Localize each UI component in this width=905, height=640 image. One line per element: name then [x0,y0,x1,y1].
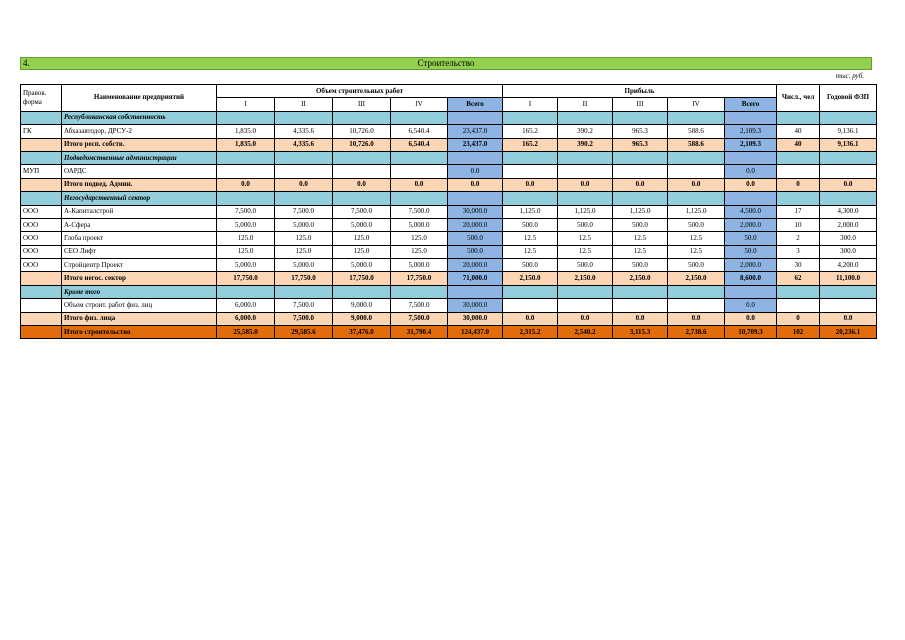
section-blank [503,111,558,124]
section-blank [448,111,503,124]
profit-cell: 12.5 [558,245,613,258]
section-blank [503,285,558,298]
section-blank [217,151,275,164]
profit-cell: 2,150.0 [558,272,613,285]
legal-form-cell: ООО [21,218,62,231]
section-row [21,285,877,298]
profit-cell: 2,738.6 [668,326,725,339]
company-name-cell: А-Капиталстрой [62,205,217,218]
profit-total-cell: 50.0 [725,245,777,258]
profit-cell: 965.3 [613,138,668,151]
section-row [21,111,877,124]
volume-cell: 125.0 [333,232,391,245]
section-row [21,192,877,205]
volume-cell: 5,000.0 [391,259,448,272]
table-row [21,165,877,178]
volume-cell: 10,726.0 [333,125,391,138]
volume-cell: 125.0 [275,232,333,245]
company-name-cell: Итого строительство [62,326,217,339]
section-name: Подведомственные администрации [62,151,217,164]
section-blank [668,151,725,164]
section-blank [777,285,820,298]
section-blank [613,192,668,205]
volume-cell: 10,726.0 [333,138,391,151]
section-blank [275,192,333,205]
volume-cell: 7,500.0 [275,205,333,218]
legal-form-cell: ООО [21,245,62,258]
section-blank [613,285,668,298]
headcount-cell: 30 [777,259,820,272]
section-name: Кроме того [62,285,217,298]
section-blank [503,192,558,205]
headcount-cell: 40 [777,125,820,138]
profit-cell [558,165,613,178]
volume-cell: 1,835.0 [217,138,275,151]
payroll-cell: 9,136.1 [820,125,877,138]
section-blank [275,151,333,164]
profit-cell: 12.5 [668,245,725,258]
volume-total-cell: 500.0 [448,232,503,245]
headcount-cell: 17 [777,205,820,218]
profit-total-cell: 2,109.3 [725,138,777,151]
table-row [21,218,877,231]
col-company: Наименование предприятий [62,85,217,112]
payroll-cell [820,299,877,312]
section-blank [275,285,333,298]
volume-cell: 7,500.0 [275,312,333,325]
volume-cell: 31,790.4 [391,326,448,339]
payroll-cell: 4,200.0 [820,259,877,272]
profit-total-cell: 2,000.0 [725,218,777,231]
profit-cell: 0.0 [503,312,558,325]
profit-quarter-header: III [613,98,668,111]
volume-cell: 7,500.0 [333,205,391,218]
profit-quarter-header: IV [668,98,725,111]
payroll-cell: 300.0 [820,245,877,258]
section-row [21,151,877,164]
section-blank [333,111,391,124]
profit-cell: 500.0 [503,218,558,231]
section-blank [725,285,777,298]
profit-cell: 500.0 [668,218,725,231]
volume-cell: 6,540.4 [391,125,448,138]
legal-form-cell [21,138,62,151]
volume-cell: 7,500.0 [275,299,333,312]
volume-total-cell: 0.0 [448,165,503,178]
section-blank [391,192,448,205]
profit-cell: 500.0 [558,259,613,272]
profit-cell: 2,540.2 [558,326,613,339]
volume-cell: 5,000.0 [217,218,275,231]
volume-cell [275,165,333,178]
section-title: Строительство [417,58,475,68]
profit-cell: 0.0 [558,312,613,325]
profit-cell: 2,150.0 [668,272,725,285]
section-blank [668,192,725,205]
profit-cell: 500.0 [503,259,558,272]
volume-cell: 7,500.0 [391,205,448,218]
table-row [21,232,877,245]
profit-cell: 12.5 [503,245,558,258]
payroll-cell: 0.0 [820,178,877,191]
volume-total-cell: 71,000.0 [448,272,503,285]
volume-cell: 4,335.6 [275,138,333,151]
profit-cell: 2,150.0 [503,272,558,285]
section-blank [448,192,503,205]
profit-total-cell: 0.0 [725,165,777,178]
profit-total-cell: 0.0 [725,299,777,312]
profit-quarter-header: Всего [725,98,777,111]
grand-total-row [21,326,877,339]
section-blank [391,111,448,124]
profit-quarter-header: II [558,98,613,111]
table-row [21,299,877,312]
profit-cell: 500.0 [558,218,613,231]
col-payroll: Годовой ФЗП [820,85,877,112]
legal-form-cell [21,299,62,312]
section-blank [217,192,275,205]
section-blank [725,111,777,124]
company-name-cell: Объем строит. работ физ. лиц [62,299,217,312]
volume-cell: 29,585.6 [275,326,333,339]
section-blank [777,111,820,124]
volume-cell: 125.0 [333,245,391,258]
profit-cell: 390.2 [558,125,613,138]
section-blank [558,192,613,205]
volume-cell: 5,000.0 [275,218,333,231]
profit-cell [668,299,725,312]
volume-cell: 125.0 [217,232,275,245]
volume-cell: 5,000.0 [333,259,391,272]
section-blank [21,151,62,164]
units-label: тыс. руб. [835,72,864,80]
volume-total-cell: 30,000.0 [448,299,503,312]
volume-cell: 5,000.0 [275,259,333,272]
volume-total-cell: 20,000.0 [448,259,503,272]
volume-cell: 7,500.0 [391,299,448,312]
section-blank [217,285,275,298]
profit-cell: 12.5 [503,232,558,245]
volume-cell: 125.0 [391,232,448,245]
legal-form-cell [21,178,62,191]
profit-cell: 0.0 [668,312,725,325]
volume-cell: 6,000.0 [217,312,275,325]
section-blank [777,151,820,164]
company-name-cell: СЕО Лифт [62,245,217,258]
vol-quarter-header: I [217,98,275,111]
table-row [21,205,877,218]
section-blank [613,151,668,164]
subtotal-row [21,178,877,191]
profit-cell: 0.0 [558,178,613,191]
volume-cell: 17,750.0 [391,272,448,285]
profit-cell: 12.5 [558,232,613,245]
company-name-cell: Итого негос. сектор [62,272,217,285]
profit-cell: 165.2 [503,138,558,151]
volume-total-cell: 124,437.0 [448,326,503,339]
volume-total-cell: 0.0 [448,178,503,191]
profit-total-cell: 0.0 [725,312,777,325]
profit-cell [613,165,668,178]
volume-cell: 9,000.0 [333,299,391,312]
volume-cell: 37,476.0 [333,326,391,339]
section-blank [820,111,877,124]
table-row [21,245,877,258]
section-blank [777,192,820,205]
section-blank [558,285,613,298]
section-blank [725,192,777,205]
profit-cell: 0.0 [668,178,725,191]
headcount-cell [777,165,820,178]
profit-cell [613,299,668,312]
subtotal-row [21,312,877,325]
company-name-cell: Итого физ. лица [62,312,217,325]
section-name: Республиканская собственность [62,111,217,124]
profit-cell: 500.0 [613,259,668,272]
section-blank [503,151,558,164]
profit-cell: 588.6 [668,125,725,138]
section-number: 4. [23,58,30,68]
section-blank [820,192,877,205]
section-blank [217,111,275,124]
section-blank [725,151,777,164]
section-blank [21,285,62,298]
section-title-bar [20,57,872,70]
payroll-cell [820,165,877,178]
legal-form-cell [21,326,62,339]
volume-cell [391,165,448,178]
section-blank [668,111,725,124]
profit-cell: 12.5 [668,232,725,245]
volume-total-cell: 23,437.0 [448,138,503,151]
section-blank [391,151,448,164]
volume-cell: 5,000.0 [333,218,391,231]
volume-cell: 7,500.0 [217,205,275,218]
profit-total-cell: 2,109.3 [725,125,777,138]
vol-quarter-header: Всего [448,98,503,111]
volume-cell: 125.0 [217,245,275,258]
volume-cell: 0.0 [333,178,391,191]
col-headcount: Числ., чел [777,85,820,112]
vol-quarter-header: III [333,98,391,111]
section-blank [21,111,62,124]
legal-form-cell [21,312,62,325]
profit-cell [668,165,725,178]
profit-cell: 500.0 [668,259,725,272]
profit-total-cell: 50.0 [725,232,777,245]
payroll-cell: 4,300.0 [820,205,877,218]
section-blank [613,111,668,124]
volume-cell: 125.0 [275,245,333,258]
volume-cell: 0.0 [217,178,275,191]
payroll-cell: 9,136.1 [820,138,877,151]
company-name-cell: Абхазавтодор, ДРСУ-2 [62,125,217,138]
profit-cell: 1,125.0 [558,205,613,218]
profit-cell [558,299,613,312]
profit-total-cell: 8,600.0 [725,272,777,285]
company-name-cell: ОАРДС [62,165,217,178]
volume-total-cell: 23,437.0 [448,125,503,138]
profit-cell: 0.0 [613,312,668,325]
section-name: Негосударственный сектор [62,192,217,205]
headcount-cell [777,299,820,312]
section-blank [558,151,613,164]
legal-form-cell: МУП [21,165,62,178]
profit-cell: 1,125.0 [668,205,725,218]
payroll-cell: 20,236.1 [820,326,877,339]
profit-cell: 0.0 [613,178,668,191]
company-name-cell: Глоба проект [62,232,217,245]
volume-cell: 17,750.0 [217,272,275,285]
volume-cell [217,165,275,178]
volume-cell: 0.0 [391,178,448,191]
section-blank [820,151,877,164]
volume-cell: 6,000.0 [217,299,275,312]
headcount-cell: 3 [777,245,820,258]
section-blank [668,285,725,298]
profit-total-cell: 2,000.0 [725,259,777,272]
section-blank [333,285,391,298]
col-profit-group: Прибыль [503,85,777,98]
profit-cell: 2,150.0 [613,272,668,285]
volume-cell: 1,835.0 [217,125,275,138]
section-blank [558,111,613,124]
profit-cell: 1,125.0 [613,205,668,218]
profit-cell: 2,315.2 [503,326,558,339]
volume-cell: 9,000.0 [333,312,391,325]
volume-cell [333,165,391,178]
profit-cell: 12.5 [613,245,668,258]
headcount-cell: 0 [777,178,820,191]
profit-cell: 390.2 [558,138,613,151]
volume-cell: 25,585.0 [217,326,275,339]
vol-quarter-header: II [275,98,333,111]
col-legal-form: Правов. форма [21,85,62,112]
section-blank [820,285,877,298]
col-volume-group: Объем строительных работ [217,85,503,98]
volume-total-cell: 30,000.0 [448,205,503,218]
profit-cell: 965.3 [613,125,668,138]
headcount-cell: 40 [777,138,820,151]
legal-form-cell: ООО [21,232,62,245]
volume-cell: 17,750.0 [333,272,391,285]
profit-cell: 3,115.3 [613,326,668,339]
legal-form-cell: ООО [21,259,62,272]
company-name-cell: Итого подвед. Админ. [62,178,217,191]
profit-total-cell: 0.0 [725,178,777,191]
profit-cell: 1,125.0 [503,205,558,218]
profit-cell: 165.2 [503,125,558,138]
volume-cell: 5,000.0 [391,218,448,231]
volume-total-cell: 30,000.0 [448,312,503,325]
payroll-cell: 11,100.0 [820,272,877,285]
section-blank [391,285,448,298]
table-row [21,125,877,138]
profit-cell [503,165,558,178]
profit-total-cell: 10,709.3 [725,326,777,339]
payroll-cell: 300.0 [820,232,877,245]
volume-cell: 7,500.0 [391,312,448,325]
profit-cell [503,299,558,312]
volume-cell: 0.0 [275,178,333,191]
section-blank [448,285,503,298]
legal-form-cell: ГК [21,125,62,138]
volume-cell: 5,000.0 [217,259,275,272]
headcount-cell: 0 [777,312,820,325]
legal-form-cell [21,272,62,285]
volume-cell: 17,750.0 [275,272,333,285]
volume-total-cell: 500.0 [448,245,503,258]
headcount-cell: 62 [777,272,820,285]
legal-form-cell: ООО [21,205,62,218]
profit-cell: 12.5 [613,232,668,245]
profit-total-cell: 4,500.0 [725,205,777,218]
vol-quarter-header: IV [391,98,448,111]
company-name-cell: Стройцентр Проект [62,259,217,272]
profit-quarter-header: I [503,98,558,111]
company-name-cell: А-Сфера [62,218,217,231]
payroll-cell: 0.0 [820,312,877,325]
section-blank [21,192,62,205]
payroll-cell: 2,000.0 [820,218,877,231]
profit-cell: 0.0 [503,178,558,191]
section-blank [333,192,391,205]
volume-cell: 125.0 [391,245,448,258]
section-blank [275,111,333,124]
volume-total-cell: 20,000.0 [448,218,503,231]
headcount-cell: 10 [777,218,820,231]
headcount-cell: 102 [777,326,820,339]
section-blank [448,151,503,164]
subtotal-row [21,138,877,151]
company-name-cell: Итого респ. собств. [62,138,217,151]
table-row [21,259,877,272]
section-blank [333,151,391,164]
volume-cell: 6,540.4 [391,138,448,151]
profit-cell: 588.6 [668,138,725,151]
profit-cell: 500.0 [613,218,668,231]
volume-cell: 4,335.6 [275,125,333,138]
headcount-cell: 2 [777,232,820,245]
construction-table [20,84,877,339]
subtotal-row [21,272,877,285]
